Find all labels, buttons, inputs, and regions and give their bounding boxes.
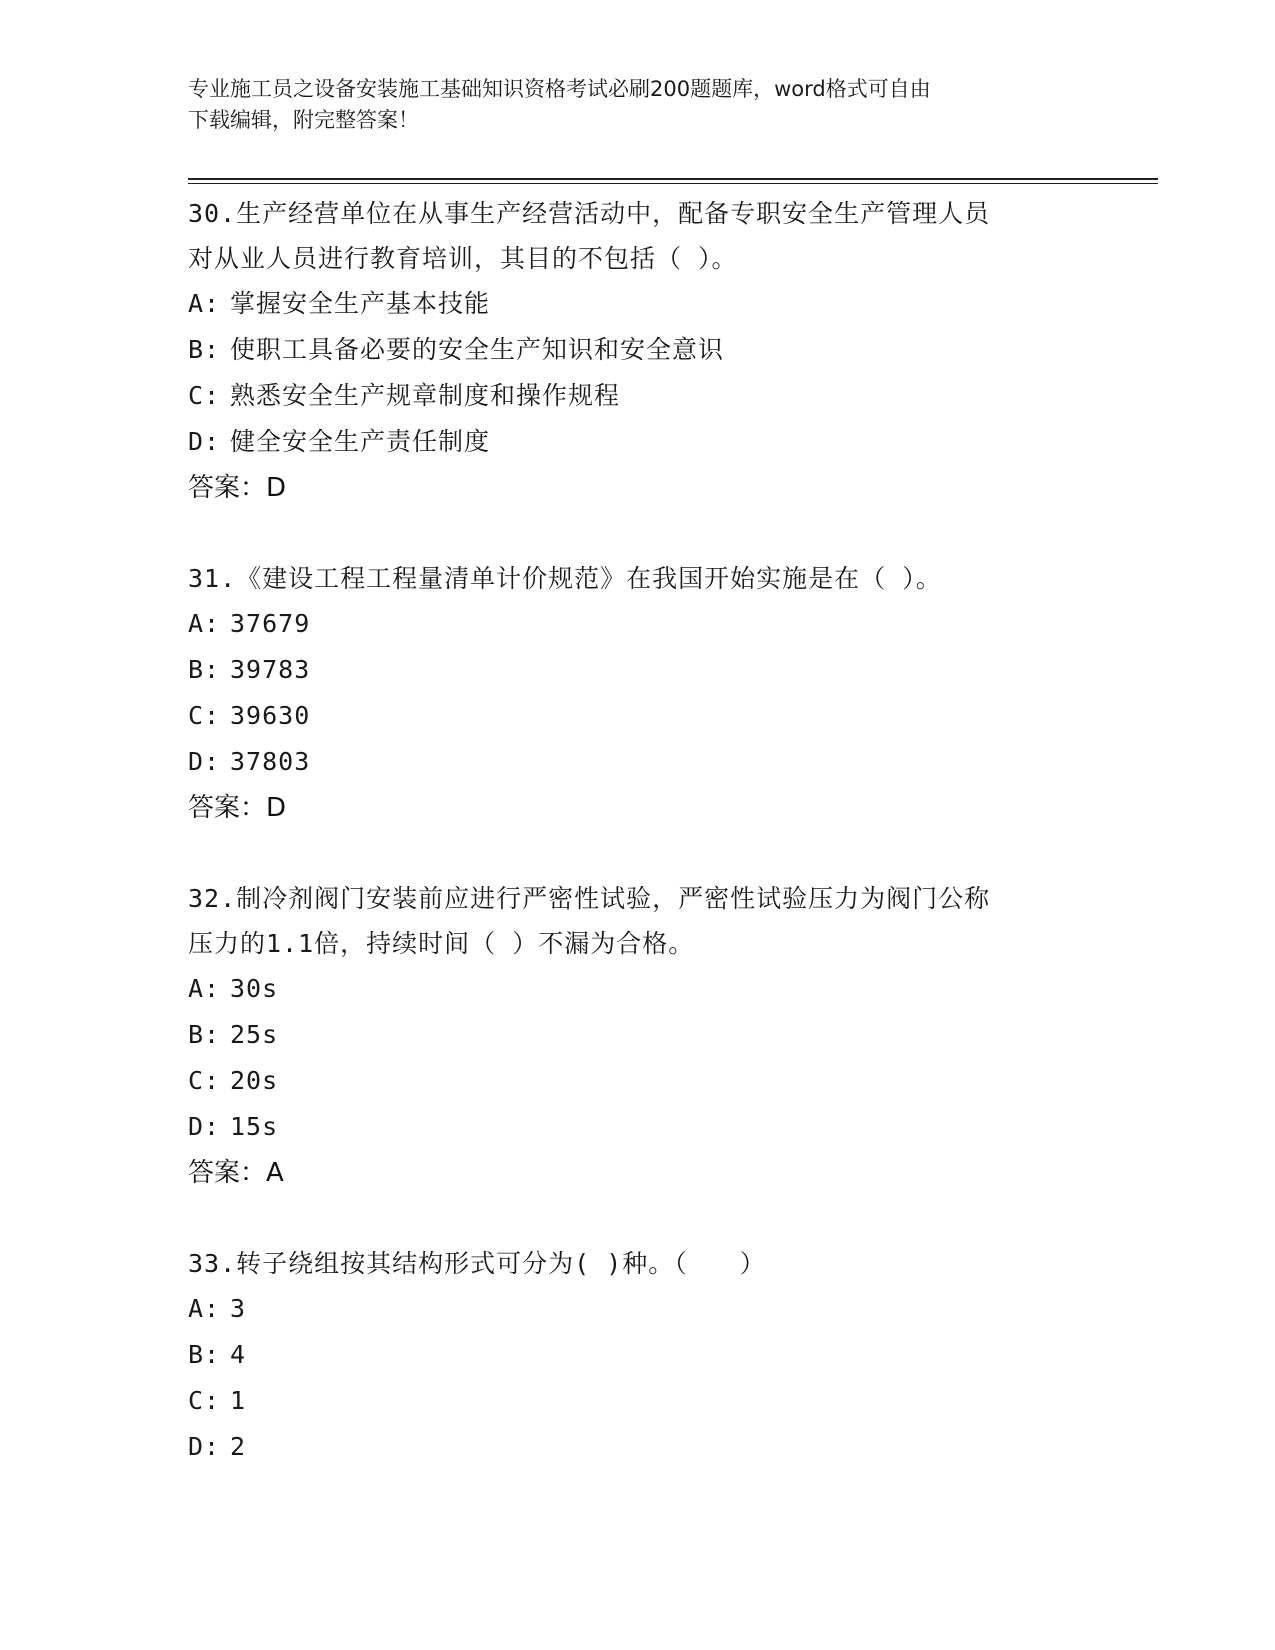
option-d <box>188 1104 1088 1150</box>
option-text: 37679 <box>230 609 311 638</box>
header-line: 专业施工员之设备安装施工基础知识资格考试必刷200题题库，word格式可自由 <box>188 77 931 101</box>
option-text: 39783 <box>230 655 311 684</box>
option-a <box>188 1286 1088 1332</box>
option-text: 30s <box>230 974 279 1003</box>
question-list <box>188 191 1088 1470</box>
option-letter: B: <box>188 655 221 684</box>
option-text: 熟悉安全生产规章制度和操作规程 <box>230 381 621 410</box>
option-letter: B: <box>188 335 221 364</box>
option-text: 25s <box>230 1020 279 1049</box>
question-31 <box>188 556 1088 831</box>
answer-line: 答案：D <box>188 793 287 823</box>
option-text: 2 <box>230 1432 247 1461</box>
option-letter: C: <box>188 1066 221 1095</box>
header-divider <box>188 178 1158 180</box>
option-b <box>188 647 1088 693</box>
option-letter: B: <box>188 1020 221 1049</box>
option-b <box>188 327 1088 373</box>
option-letter: D: <box>188 427 221 456</box>
option-text: 1 <box>230 1386 247 1415</box>
option-d <box>188 739 1088 785</box>
option-d <box>188 419 1088 465</box>
document-header <box>188 74 1088 136</box>
question-stem-line: 32.制冷剂阀门安装前应进行严密性试验，严密性试验压力为阀门公称 <box>188 884 991 913</box>
question-stem-line: 33.转子绕组按其结构形式可分为( )种。（ ） <box>188 1249 766 1278</box>
question-stem-line: 30.生产经营单位在从事生产经营活动中，配备专职安全生产管理人员 <box>188 199 991 228</box>
header-line: 下载编辑，附完整答案！ <box>188 108 419 132</box>
option-letter: C: <box>188 701 221 730</box>
answer-line: 答案：D <box>188 473 287 503</box>
option-c <box>188 373 1088 419</box>
question-32 <box>188 876 1088 1196</box>
option-text: 3 <box>230 1294 247 1323</box>
question-stem-line: 31.《建设工程工程量清单计价规范》在我国开始实施是在（ ）。 <box>188 564 942 593</box>
answer-line: 答案：A <box>188 1158 284 1188</box>
option-a <box>188 966 1088 1012</box>
option-letter: D: <box>188 1112 221 1141</box>
option-letter: A: <box>188 609 221 638</box>
option-letter: A: <box>188 1294 221 1323</box>
option-text: 20s <box>230 1066 279 1095</box>
option-letter: D: <box>188 747 221 776</box>
option-c <box>188 693 1088 739</box>
option-text: 15s <box>230 1112 279 1141</box>
option-letter: C: <box>188 1386 221 1415</box>
option-letter: D: <box>188 1432 221 1461</box>
option-letter: B: <box>188 1340 221 1369</box>
option-text: 使职工具备必要的安全生产知识和安全意识 <box>230 335 725 364</box>
question-33 <box>188 1241 1088 1470</box>
question-30 <box>188 191 1088 511</box>
option-text: 掌握安全生产基本技能 <box>230 289 491 318</box>
option-letter: C: <box>188 381 221 410</box>
option-b <box>188 1012 1088 1058</box>
option-b <box>188 1332 1088 1378</box>
question-stem-line: 对从业人员进行教育培训，其目的不包括（ ）。 <box>188 244 738 273</box>
option-a <box>188 601 1088 647</box>
option-a <box>188 281 1088 327</box>
option-c <box>188 1058 1088 1104</box>
option-c <box>188 1378 1088 1424</box>
option-letter: A: <box>188 974 221 1003</box>
option-text: 37803 <box>230 747 311 776</box>
option-text: 健全安全生产责任制度 <box>230 427 491 456</box>
question-stem-line: 压力的1.1倍，持续时间（ ）不漏为合格。 <box>188 929 695 958</box>
option-text: 39630 <box>230 701 311 730</box>
option-letter: A: <box>188 289 221 318</box>
header-divider-thin <box>188 183 1158 184</box>
option-d <box>188 1424 1088 1470</box>
option-text: 4 <box>230 1340 247 1369</box>
